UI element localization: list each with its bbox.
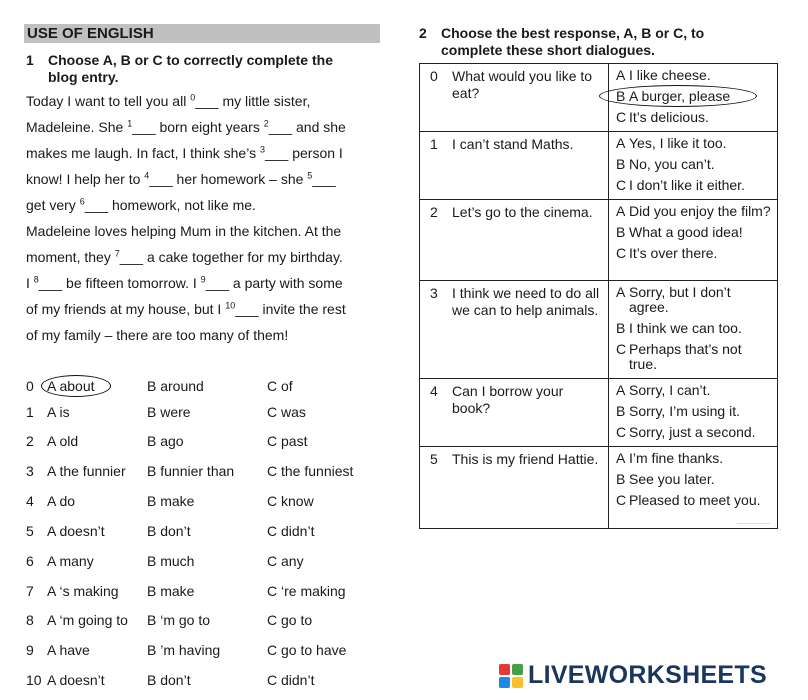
option-row (26, 402, 386, 422)
answer-letter: A (616, 284, 626, 300)
blog-text: ___ be fifteen tomorrow. I (38, 275, 201, 291)
example-answer-circle (599, 85, 757, 107)
blog-text: know! I help her to (26, 171, 145, 187)
q1-title-line2: blog entry. (48, 69, 119, 85)
dialogue-row (420, 281, 778, 379)
dialogue-answers-cell (609, 379, 778, 447)
dialogue-answers-cell (609, 281, 778, 379)
answer-option-a[interactable] (609, 204, 777, 219)
option-row (26, 491, 386, 511)
dialogue-prompt-cell (420, 200, 609, 281)
answer-text: Sorry, but I don’t agree. (629, 284, 731, 315)
dialogue-row (420, 379, 778, 447)
option-c[interactable]: C didn’t (267, 523, 315, 539)
dialogue-answers-cell (609, 447, 778, 529)
blog-text: ___ and she (268, 119, 346, 135)
answer-text: I’m fine thanks. (629, 450, 724, 466)
dialogue-number: 0 (430, 68, 438, 84)
answer-text: A burger, please (629, 88, 731, 104)
item-number: 2 (26, 433, 34, 449)
item-number: 6 (26, 553, 34, 569)
answer-letter: A (616, 67, 626, 83)
answer-letter: A (616, 135, 626, 151)
gap-number: 2 (263, 118, 269, 129)
dialogue-prompt: Can I borrow your book? (452, 383, 564, 416)
dialogue-answers-cell (609, 132, 778, 200)
gap-number: 8 (33, 274, 39, 285)
blog-line (26, 114, 386, 140)
dialogue-number: 5 (430, 451, 438, 467)
answer-text: Sorry, I’m using it. (629, 403, 740, 419)
dialogue-prompt: This is my friend Hattie. (452, 451, 599, 467)
dialogue-answers-cell (609, 200, 778, 281)
answer-letter: C (616, 424, 627, 440)
answer-text: No, you can’t. (629, 156, 715, 172)
dialogue-row (420, 200, 778, 281)
answer-option-b[interactable] (609, 225, 777, 240)
option-b[interactable]: B ago (147, 433, 184, 449)
gap-number: 3 (259, 144, 265, 155)
dialogue-prompt: I think we need to do all we can to help animals. (452, 285, 600, 318)
answer-text: Sorry, I can’t. (629, 382, 711, 398)
logo-tile (499, 677, 510, 688)
option-c[interactable]: C didn’t (267, 672, 315, 688)
answer-text: What a good idea! (629, 224, 743, 240)
answer-option-c[interactable] (609, 246, 777, 261)
answer-letter: C (616, 245, 627, 261)
logo-tile (512, 664, 523, 675)
answer-letter: C (616, 109, 627, 125)
answer-option-c[interactable] (609, 425, 777, 440)
option-row (26, 521, 386, 541)
option-b[interactable]: B ‘m go to (147, 612, 211, 628)
dialogue-number: 2 (430, 204, 438, 220)
item-number: 9 (26, 642, 34, 658)
option-a[interactable]: A do (47, 493, 76, 509)
option-row (26, 670, 386, 690)
option-a[interactable]: A ‘m going to (47, 612, 128, 628)
blog-line (26, 270, 386, 296)
blog-text: Madeleine loves helping Mum in the kitchen. At the (26, 223, 342, 239)
brand-name: LIVEWORKSHEETS (528, 661, 767, 689)
answer-option-a[interactable] (609, 68, 777, 83)
option-c[interactable]: C of (267, 378, 293, 394)
option-c[interactable]: C the funniest (267, 463, 354, 479)
blog-text: ___ my little sister, (195, 93, 311, 109)
gap-number: 9 (200, 274, 206, 285)
answer-option-b[interactable] (609, 404, 777, 419)
option-c[interactable]: C any (267, 553, 304, 569)
answer-letter: B (616, 224, 626, 240)
gap-number: 1 (127, 118, 133, 129)
answer-option-c[interactable] (609, 178, 777, 193)
blog-entry (26, 88, 386, 348)
answer-letter: B (616, 88, 626, 104)
blog-text: ___ a party with some (205, 275, 343, 291)
blog-line (26, 140, 386, 166)
dialogue-prompt-cell (420, 64, 609, 132)
option-b[interactable]: B funnier than (147, 463, 235, 479)
dialogue-prompt: What would you like to eat? (452, 68, 593, 101)
liveworksheets-logo-icon (499, 664, 523, 688)
q1-number: 1 (26, 52, 34, 68)
option-b[interactable]: B don’t (147, 523, 191, 539)
answer-letter: B (616, 320, 626, 336)
q2-title-line2: complete these short dialogues. (441, 42, 655, 58)
option-a[interactable]: A is (47, 404, 70, 420)
section-title: USE OF ENGLISH (24, 24, 380, 43)
blog-text: ___ homework, not like me. (84, 197, 256, 213)
blog-text: Madeleine. She (26, 119, 128, 135)
dialogues-table (419, 63, 778, 529)
blog-text: ___ person I (264, 145, 343, 161)
example-answer-circle (41, 375, 111, 397)
item-number: 8 (26, 612, 34, 628)
logo-tile (512, 677, 523, 688)
item-number: 10 (26, 672, 42, 688)
option-b[interactable]: B ’m having (147, 642, 221, 658)
answer-option-a[interactable] (609, 383, 777, 398)
blog-text: makes me laugh. In fact, I think she’s (26, 145, 260, 161)
blog-line (26, 88, 386, 114)
gap-number: 6 (79, 196, 85, 207)
answer-text: See you later. (629, 471, 715, 487)
option-c[interactable]: C know (267, 493, 314, 509)
dialogue-number: 4 (430, 383, 438, 399)
option-b[interactable]: B much (147, 553, 195, 569)
answer-letter: C (616, 341, 627, 357)
answer-option-b[interactable] (609, 321, 777, 336)
dialogue-row (420, 447, 778, 529)
option-a[interactable]: A the funnier (47, 463, 126, 479)
blog-text: Today I want to tell you all (26, 93, 191, 109)
option-b[interactable]: B around (147, 378, 204, 394)
blog-text: of my friends at my house, but I (26, 301, 226, 317)
answer-letter: C (616, 492, 627, 508)
answer-letter: B (616, 403, 626, 419)
blog-line (26, 322, 386, 348)
option-row (26, 431, 386, 451)
item-number: 0 (26, 378, 34, 394)
blog-line (26, 218, 386, 244)
dialogue-number: 1 (430, 136, 438, 152)
blog-text: I (26, 275, 34, 291)
answer-option-b[interactable] (609, 157, 777, 172)
option-b[interactable]: B make (147, 583, 195, 599)
answer-option-a[interactable] (609, 136, 777, 151)
logo-tile (499, 664, 510, 675)
gap-number: 7 (114, 248, 120, 259)
dialogue-prompt-cell (420, 132, 609, 200)
option-b[interactable]: B make (147, 493, 195, 509)
item-number: 3 (26, 463, 34, 479)
gap-number: 4 (144, 170, 150, 181)
dialogue-number: 3 (430, 285, 438, 301)
option-a[interactable]: A many (47, 553, 94, 569)
item-number: 4 (26, 493, 34, 509)
blog-text: ___ invite the rest (235, 301, 346, 317)
option-a[interactable]: A ‘s making (47, 583, 119, 599)
answer-letter: B (616, 471, 626, 487)
answer-text: Did you enjoy the film? (629, 203, 771, 219)
option-c[interactable]: C go to have (267, 642, 347, 658)
answer-text: I like cheese. (629, 67, 711, 83)
blog-text: moment, they (26, 249, 115, 265)
answer-letter: A (616, 382, 626, 398)
q1-title-line1: Choose A, B or C to correctly complete the (48, 52, 333, 68)
blog-line (26, 192, 386, 218)
divider (737, 523, 770, 524)
answer-letter: B (616, 156, 626, 172)
option-c[interactable]: C was (267, 404, 306, 420)
answer-text: Sorry, just a second. (629, 424, 756, 440)
blog-line (26, 166, 386, 192)
item-number: 7 (26, 583, 34, 599)
gap-number: 5 (307, 170, 313, 181)
answer-text: It’s over there. (629, 245, 718, 261)
answer-text: Yes, I like it too. (629, 135, 727, 151)
answer-letter: C (616, 177, 627, 193)
answer-option-c[interactable] (609, 493, 777, 508)
option-c[interactable]: C ‘re making (267, 583, 346, 599)
answer-text: I think we can too. (629, 320, 742, 336)
q2-title-line1: Choose the best response, A, B or C, to (441, 25, 705, 41)
answer-text: Perhaps that’s not true. (629, 341, 742, 372)
option-a[interactable]: A doesn’t (47, 523, 105, 539)
dialogue-prompt-cell (420, 447, 609, 529)
blog-text: of my family – there are too many of them! (26, 327, 289, 343)
blog-line (26, 296, 386, 322)
gap-number: 0 (190, 92, 196, 103)
option-a[interactable]: A about (47, 378, 95, 394)
option-row (26, 551, 386, 571)
q2-title (419, 25, 789, 61)
answer-letter: A (616, 450, 626, 466)
dialogue-prompt: Let’s go to the cinema. (452, 204, 593, 220)
answer-option-a[interactable] (609, 451, 777, 466)
dialogue-row (420, 132, 778, 200)
blog-text: get very (26, 197, 80, 213)
option-b[interactable]: B were (147, 404, 191, 420)
item-number: 5 (26, 523, 34, 539)
dialogue-prompt: I can’t stand Maths. (452, 136, 574, 152)
answer-option-c[interactable] (609, 342, 777, 372)
answer-text: Pleased to meet you. (629, 492, 761, 508)
option-a[interactable]: A doesn’t (47, 672, 105, 688)
option-row (26, 640, 386, 660)
answer-text: I don’t like it either. (629, 177, 745, 193)
answer-letter: A (616, 203, 626, 219)
gap-number: 10 (225, 300, 236, 311)
option-a[interactable]: A old (47, 433, 79, 449)
option-c[interactable]: C go to (267, 612, 313, 628)
answer-option-b[interactable] (609, 472, 777, 487)
blog-text: ___ a cake together for my birthday. (119, 249, 343, 265)
answer-option-a[interactable] (609, 285, 777, 315)
item-number: 1 (26, 404, 34, 420)
blog-text: ___ her homework – she (149, 171, 308, 187)
dialogue-prompt-cell (420, 379, 609, 447)
option-b[interactable]: B don’t (147, 672, 191, 688)
answer-text: It’s delicious. (629, 109, 709, 125)
answer-option-c[interactable] (609, 110, 777, 125)
dialogue-prompt-cell (420, 281, 609, 379)
q2-number: 2 (419, 25, 427, 41)
blog-line (26, 244, 386, 270)
option-c[interactable]: C past (267, 433, 308, 449)
option-row (26, 581, 386, 601)
option-a[interactable]: A have (47, 642, 90, 658)
option-row (26, 610, 386, 630)
blog-text: ___ (312, 171, 336, 187)
blog-text: ___ born eight years (132, 119, 264, 135)
option-row (26, 461, 386, 481)
q1-title (26, 52, 386, 88)
